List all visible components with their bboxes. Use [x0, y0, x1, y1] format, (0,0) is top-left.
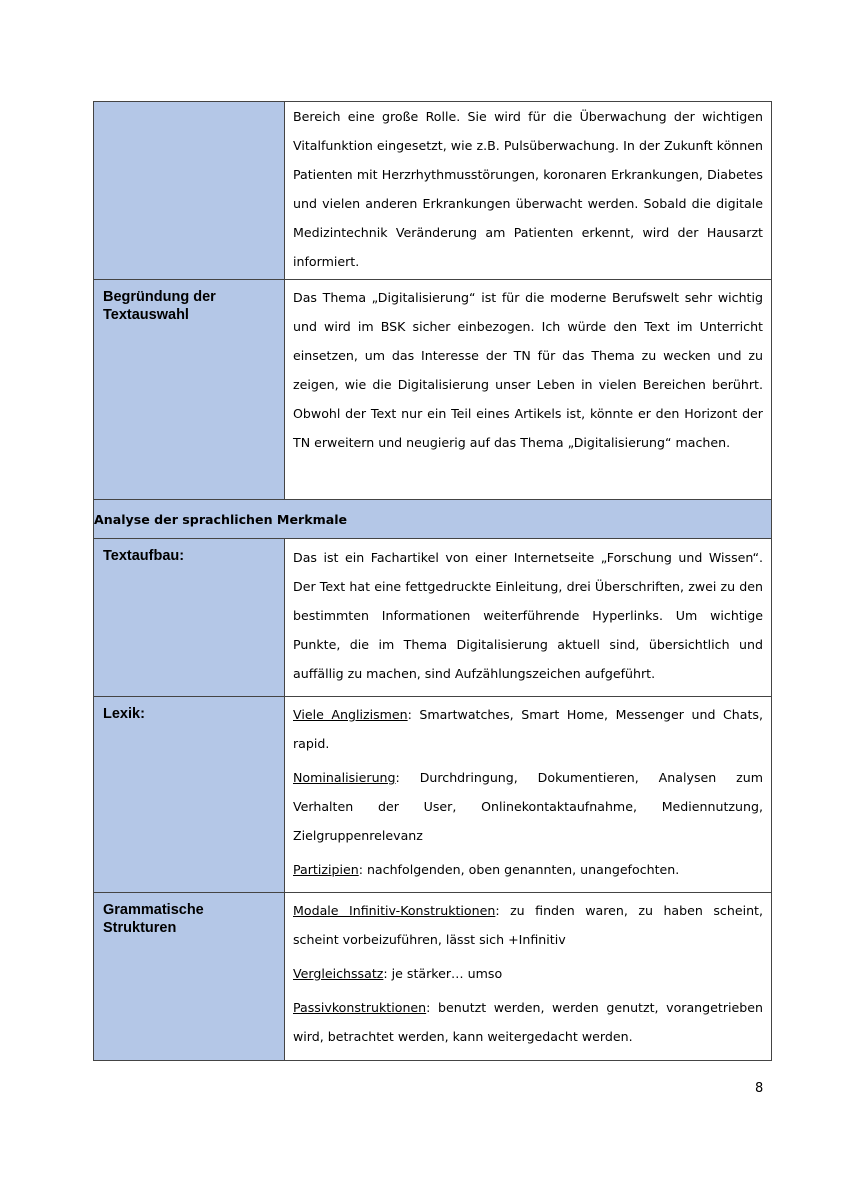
text-continuation: Bereich eine große Rolle. Sie wird für die Überwachung der wichtigen Vitalfunktion eingesetzt, wie z.B. Pulsüberwachung. In der Zukunft können Patienten mit Herzrhythmusstörungen, koronaren Erkrankungen, Diabetes und vielen anderen Erkrankungen überwacht werden. Sobald die digitale Medizintechnik Veränderung am Patienten erkennt, wird der Hausarzt informiert. — [293, 109, 763, 269]
vergleichssatz-text: : je stärker… umso — [383, 966, 503, 981]
lexik-nominalisierung — [293, 763, 763, 850]
partizipien-text: : nachfolgenden, oben genannten, unangefochten. — [358, 862, 680, 877]
analysis-table — [93, 101, 772, 1061]
row-label-grammatik: Grammatische Strukturen — [103, 902, 204, 936]
content-cell — [285, 280, 772, 500]
table-row — [94, 697, 772, 893]
grammatik-modal — [293, 896, 763, 954]
content-cell — [285, 893, 772, 1061]
grammatik-vergleichssatz — [293, 959, 763, 988]
lexik-partizipien — [293, 855, 763, 884]
term-nominalisierung: Nominalisierung — [293, 770, 396, 785]
table-row — [94, 280, 772, 500]
table-row — [94, 893, 772, 1061]
textaufbau-text: Das ist ein Fachartikel von einer Internetseite „Forschung und Wissen“. Der Text hat eine fettgedruckte Einleitung, drei Überschriften, zwei zu den bestimmten Informationen weiterführende Hyperlinks. Um wichtige Punkte, die im Thema Digitalisierung aktuell sind, übersichtlich und auffällig zu machen, sind Aufzählungszeichen aufgeführt. — [293, 550, 763, 681]
lexik-anglizismen — [293, 700, 763, 758]
row-label-begruendung: Begründung der Textauswahl — [103, 289, 216, 323]
content-cell — [285, 102, 772, 280]
section-header: Analyse der sprachlichen Merkmale — [94, 500, 772, 539]
row-label-textaufbau: Textaufbau: — [103, 548, 185, 564]
modal-text: : zu finden waren, zu haben scheint, scheint vorbeizuführen, lässt sich +Infinitiv — [293, 903, 763, 947]
row-label-lexik: Lexik: — [103, 706, 145, 722]
anglizismen-text: : Smartwatches, Smart Home, Messenger und Chats, rapid. — [293, 707, 764, 751]
term-vergleichssatz: Vergleichssatz — [293, 966, 384, 981]
table-row — [94, 500, 772, 539]
page-number: 8 — [755, 1081, 764, 1096]
passiv-text: : benutzt werden, werden genutzt, vorangetrieben wird, betrachtet werden, kann weitergedacht werden. — [293, 1000, 763, 1044]
label-cell — [94, 697, 285, 893]
content-cell — [285, 539, 772, 697]
table-row — [94, 539, 772, 697]
grammatik-passiv — [293, 993, 763, 1051]
begruendung-text: Das Thema „Digitalisierung“ ist für die moderne Berufswelt sehr wichtig und wird im BSK sicher einbezogen. Ich würde den Text im Unterricht einsetzen, um das Interesse der TN für das Thema zu wecken und zu zeigen, wie die Digitalisierung unser Leben in vielen Bereichen berührt. Obwohl der Text nur ein Teil eines Artikels ist, könnte er den Horizont der TN erweitern und neugierig auf das Thema „Digitalisierung“ machen. — [293, 290, 763, 450]
content-cell — [285, 697, 772, 893]
term-passiv: Passivkonstruktionen — [293, 1000, 427, 1015]
term-anglizismen: Viele Anglizismen — [293, 707, 408, 722]
nominalisierung-text: : Durchdringung, Dokumentieren, Analysen zum Verhalten der User, Onlinekontaktaufnahme, Mediennutzung, Zielgruppenrelevanz — [293, 770, 763, 843]
table-row — [94, 102, 772, 280]
term-modale-infinitiv: Modale Infinitiv-Konstruktionen — [293, 903, 496, 918]
term-partizipien: Partizipien — [293, 862, 359, 877]
label-cell — [94, 539, 285, 697]
label-cell-empty — [94, 102, 285, 280]
label-cell — [94, 280, 285, 500]
label-cell — [94, 893, 285, 1061]
